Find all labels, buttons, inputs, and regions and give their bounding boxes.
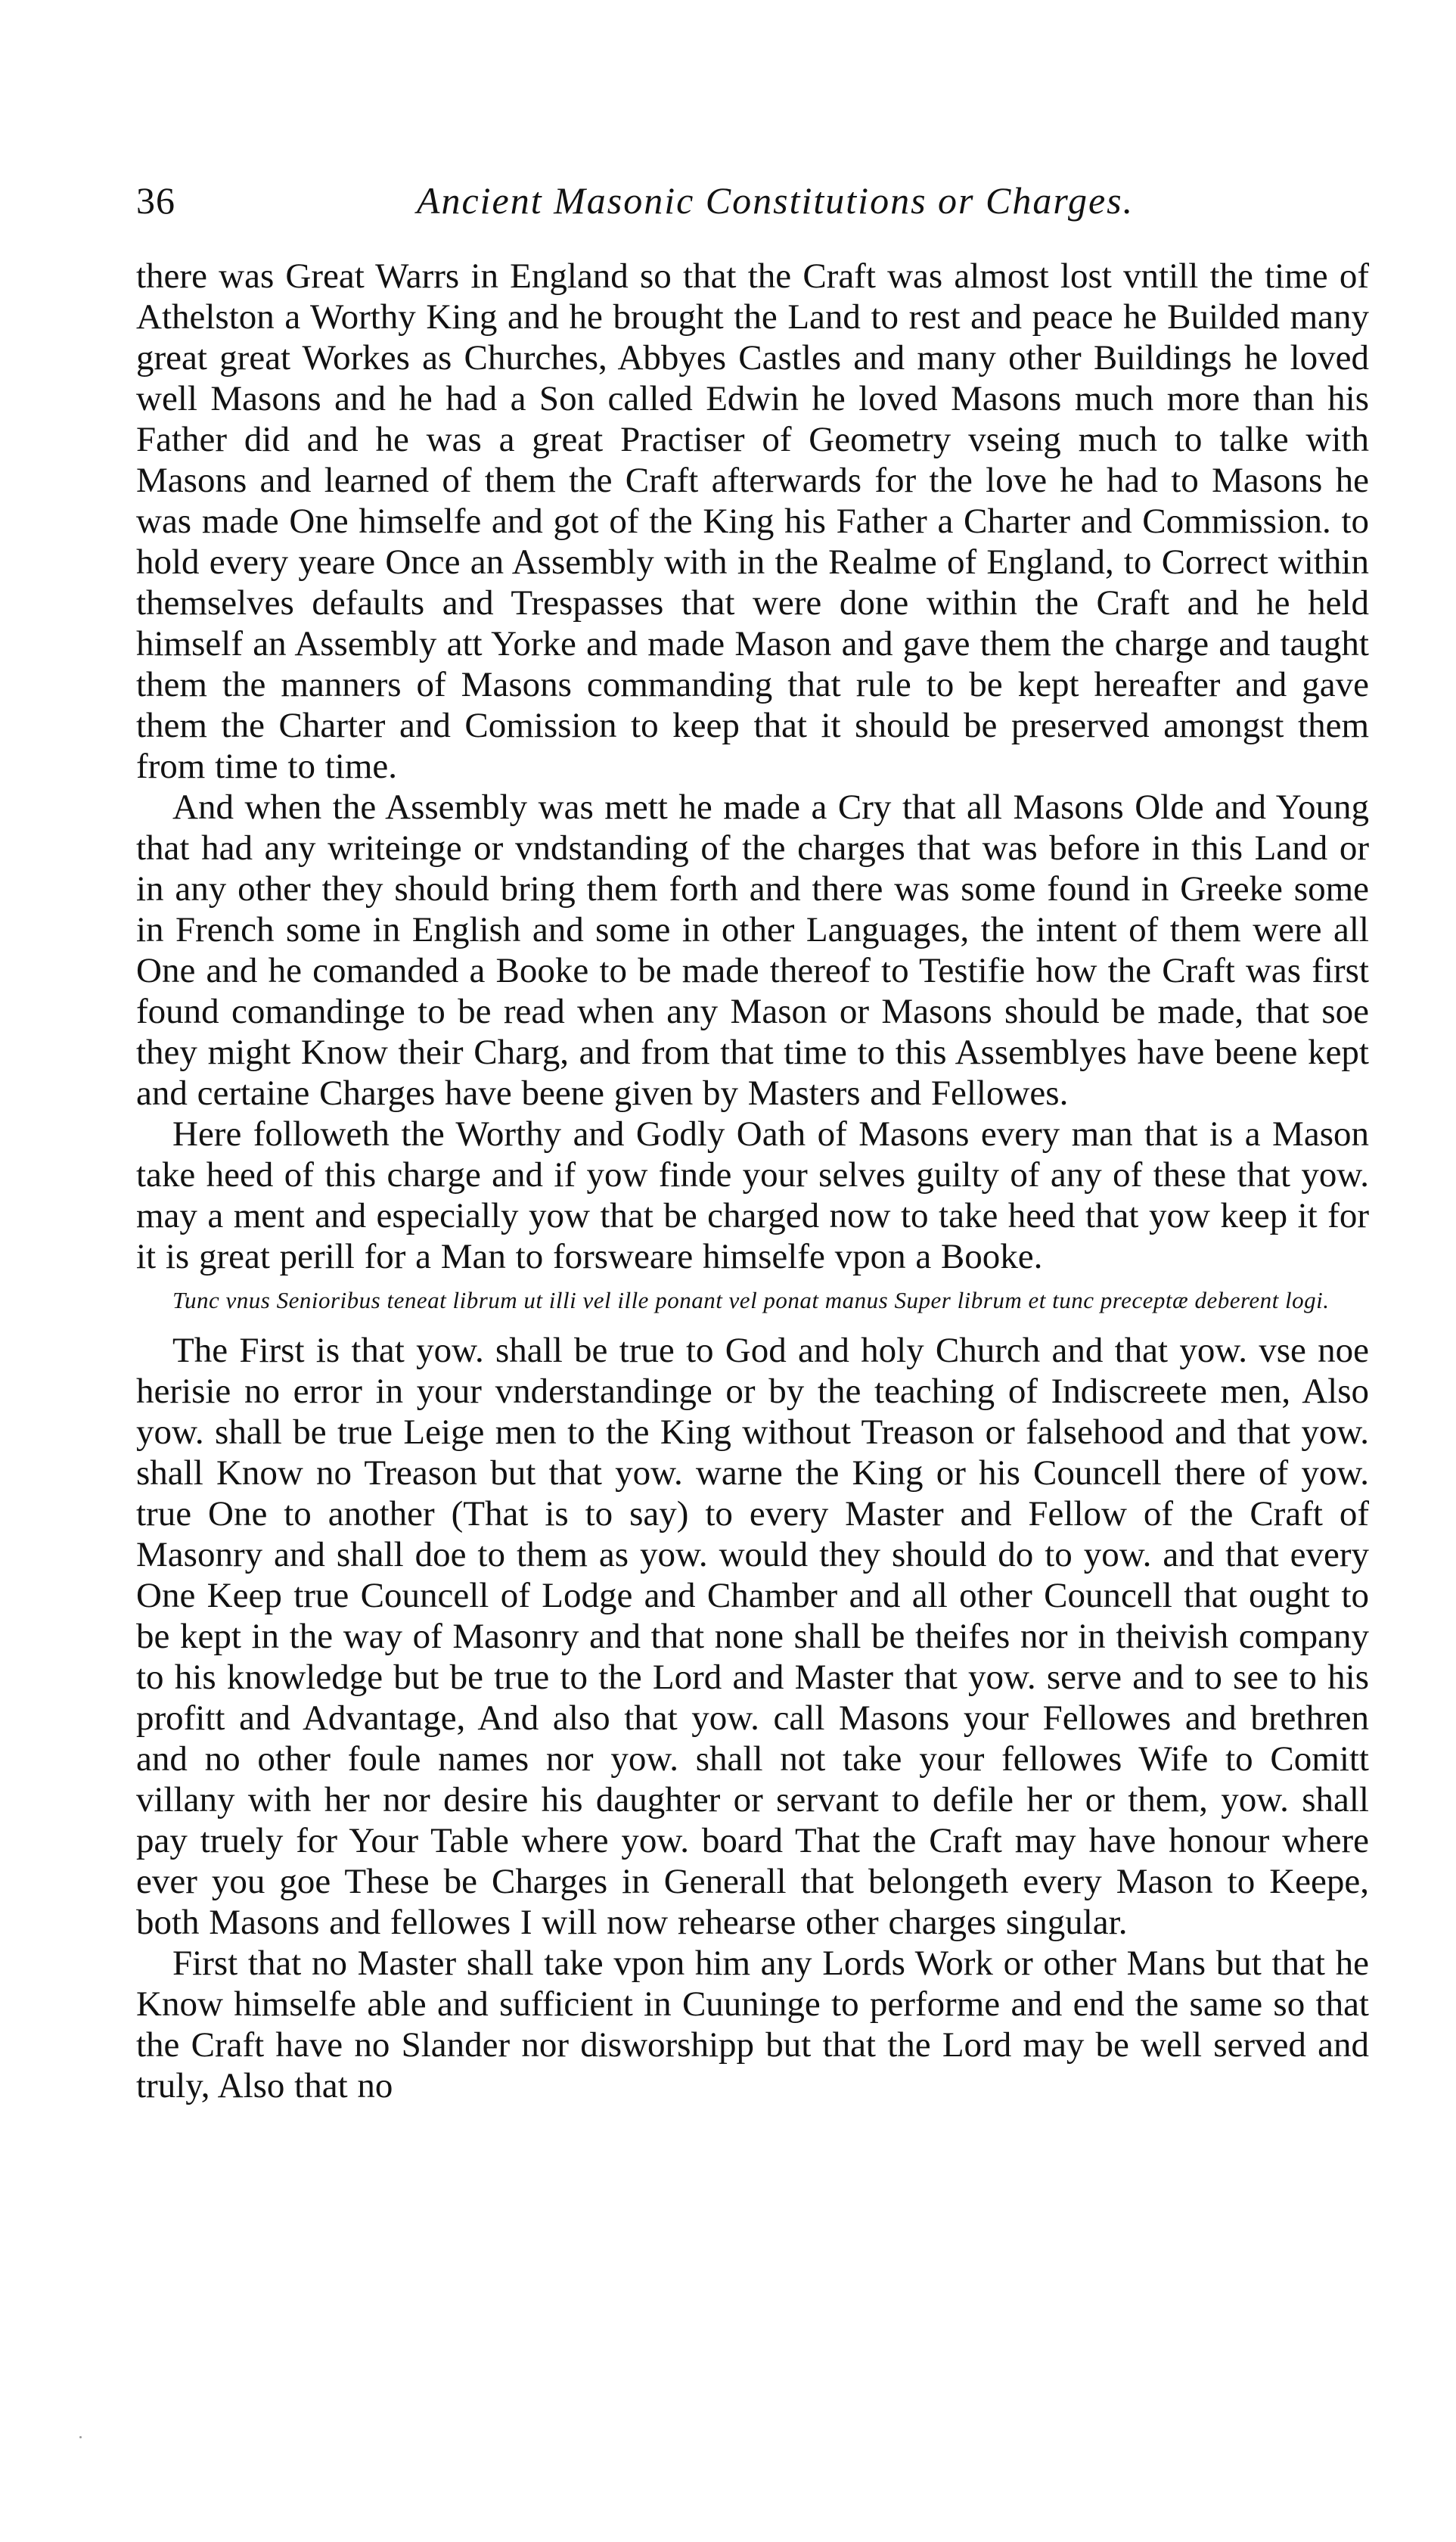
paragraph-oath: Here followeth the Worthy and Godly Oath of Masons every man that is a Mason take heed of this charge and if yow finde your selves guilty of any of these that yow. may a ment and especially yow that be charged now to take heed that yow keep it for it is great perill for a Man to forsweare himselfe vpon a Booke.	[136, 1114, 1369, 1276]
running-head	[136, 174, 1369, 235]
paragraph-assembly: And when the Assembly was mett he made a Cry that all Masons Olde and Young that had any writeinge or vndstanding of the charges that was before in this Land or in any other they should bring them forth and there was some found in Greeke some in French some in English and some in other Languages, the intent of them were all One and he comanded a Booke to be made thereof to Testifie how the Craft was first found comandinge to be read when any Mason or Masons should be made, that soe they might Know their Charg, and from that time to this Assemblyes have beene kept and certaine Charges have beene given by Masters and Fellowes.	[136, 788, 1369, 1113]
paragraph-athelston: there was Great Warrs in England so that the Craft was almost lost vntill the time of Athelston a Worthy King and he brought the Land to rest and peace he Builded many great great Workes as Churches, Abbyes Castles and many other Buildings he loved well Masons and he had a Son called Edwin he loved Masons much more than his Father did and he was a great Practiser of Geometry vseing much to talke with Masons and learned of them the Craft afterwards for the love he had to Masons he was made One himselfe and got of the King his Father a Charter and Commission. to hold every yeare Once an Assembly with in the Realme of England, to Correct within themselves defaults and Trespasses that were done within the Craft and he held himself an Assembly att Yorke and made Mason and gave them the charge and taught them the manners of Masons commanding that rule to be kept hereafter and gave them the Charter and Comission to keep that it should be preserved amongst them from time to time.	[136, 256, 1369, 786]
book-page	[136, 174, 1369, 2106]
paragraph-first-charge: The First is that yow. shall be true to God and holy Church and that yow. vse noe herisie no error in your vnderstandinge or by the teaching of Indiscreete men, Also yow. shall be true Leige men to the King without Treason or falsehood and that yow. shall Know no Treason but that yow. warne the King or his Councell there of yow. true One to another (That is to say) to every Master and Fellow of the Craft of Masonry and shall doe to them as yow. would they should do to yow. and that every One Keep true Councell of Lodge and Chamber and all other Councell that ought to be kept in the way of Masonry and that none shall be theifes nor in theivish company to his knowledge but be true to the Lord and Master that yow. serve and to see to his profitt and Advantage, And also that yow. call Masons your Fellowes and brethren and no other foule names nor yow. shall not take your fellowes Wife to Comitt villany with her nor desire his daughter or servant to defile her or them, yow. shall pay truely for Your Table where yow. board That the Craft may have honour where ever you goe These be Charges in Generall that belongeth every Mason to Keepe, both Masons and fellowes I will now rehearse other charges singular.	[136, 1331, 1369, 1942]
running-title: Ancient Masonic Constitutions or Charges.	[416, 179, 1135, 222]
page-number: 36	[136, 179, 175, 222]
latin-rubric: Tunc vnus Senioribus teneat librum ut illi vel ille ponant vel ponat manus Super librum et tunc preceptæ deberent logi.	[172, 1287, 1330, 1313]
paper-speck	[79, 2436, 82, 2438]
paragraph-master-charge: First that no Master shall take vpon him any Lords Work or other Mans but that he Know himselfe able and sufficient in Cuuninge to performe and end the same so that the Craft have no Slander nor disworshipp but that the Lord may be well served and truly, Also that no	[136, 1944, 1369, 2105]
